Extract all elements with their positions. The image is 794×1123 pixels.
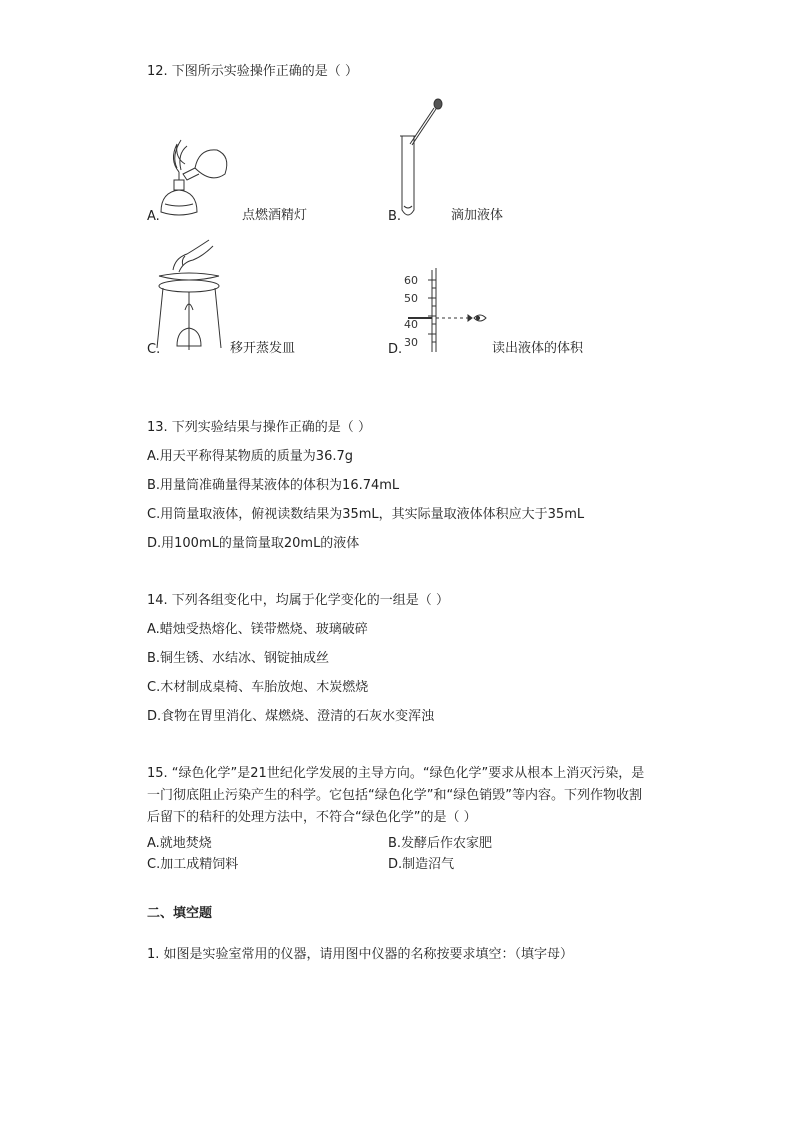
q14-option-a: A.蜡烛受热熔化、镁带燃烧、玻璃破碎	[147, 622, 368, 637]
cylinder-tick-50: 50	[404, 292, 418, 305]
alcohol-lamp-figure	[155, 134, 235, 222]
q12-option-b-letter: B.	[388, 209, 402, 224]
q12-option-b-text: 滴加液体	[451, 208, 504, 223]
q14-stem: 14. 下列各组变化中，均属于化学变化的一组是（ ）	[147, 593, 449, 608]
graduated-cylinder-figure	[402, 268, 492, 354]
cylinder-tick-40: 40	[404, 318, 418, 331]
q13-option-b: B.用量筒准确量得某液体的体积为16.74mL	[147, 478, 400, 493]
dropper-test-tube-figure	[398, 98, 448, 222]
q15-option-c: C.加工成精饲料	[147, 857, 239, 872]
q15-option-d: D.制造沼气	[388, 857, 455, 872]
q12-option-d-letter: D.	[388, 342, 403, 357]
q14-option-d: D.食物在胃里消化、煤燃烧、澄清的石灰水变浑浊	[147, 709, 435, 724]
cylinder-tick-30: 30	[404, 336, 418, 349]
q15-option-b: B.发酵后作农家肥	[388, 836, 493, 851]
q13-option-a: A.用天平称得某物质的质量为36.7g	[147, 449, 353, 464]
q13-option-d: D.用100mL的量筒量取20mL的液体	[147, 536, 360, 551]
cylinder-tick-60: 60	[404, 274, 418, 287]
evaporating-dish-figure	[153, 238, 225, 356]
section-heading: 二、填空题	[147, 906, 213, 921]
q12-option-c-text: 移开蒸发皿	[230, 341, 296, 356]
q13-option-c: C.用筒量取液体，俯视读数结果为35mL，其实际量取液体体积应大于35mL	[147, 507, 585, 522]
q12-option-a-letter: A.	[147, 209, 160, 224]
q15-stem-line-3: 后留下的秸秆的处理方法中，不符合“绿色化学”的是（ ）	[147, 810, 477, 825]
q12-option-c-letter: C.	[147, 342, 161, 357]
q14-option-c: C.木材制成桌椅、车胎放炮、木炭燃烧	[147, 680, 369, 695]
fill-blank-q1: 1. 如图是实验室常用的仪器，请用图中仪器的名称按要求填空：（填字母）	[147, 947, 574, 962]
q15-option-a: A.就地焚烧	[147, 836, 212, 851]
q15-stem-line-2: 一门彻底阻止污染产生的科学。它包括“绿色化学”和“绿色销毁”等内容。下列作物收割	[147, 788, 642, 803]
q12-option-a-text: 点燃酒精灯	[242, 208, 308, 223]
q14-option-b: B.铜生锈、水结冰、钢锭抽成丝	[147, 651, 330, 666]
q13-stem: 13. 下列实验结果与操作正确的是（ ）	[147, 420, 371, 435]
q12-option-d-text: 读出液体的体积	[492, 341, 584, 356]
q12-stem: 12. 下图所示实验操作正确的是（ ）	[147, 64, 358, 79]
q15-stem-line-1: 15. “绿色化学”是21世纪化学发展的主导方向。“绿色化学”要求从根本上消灭污染，是	[147, 766, 645, 781]
